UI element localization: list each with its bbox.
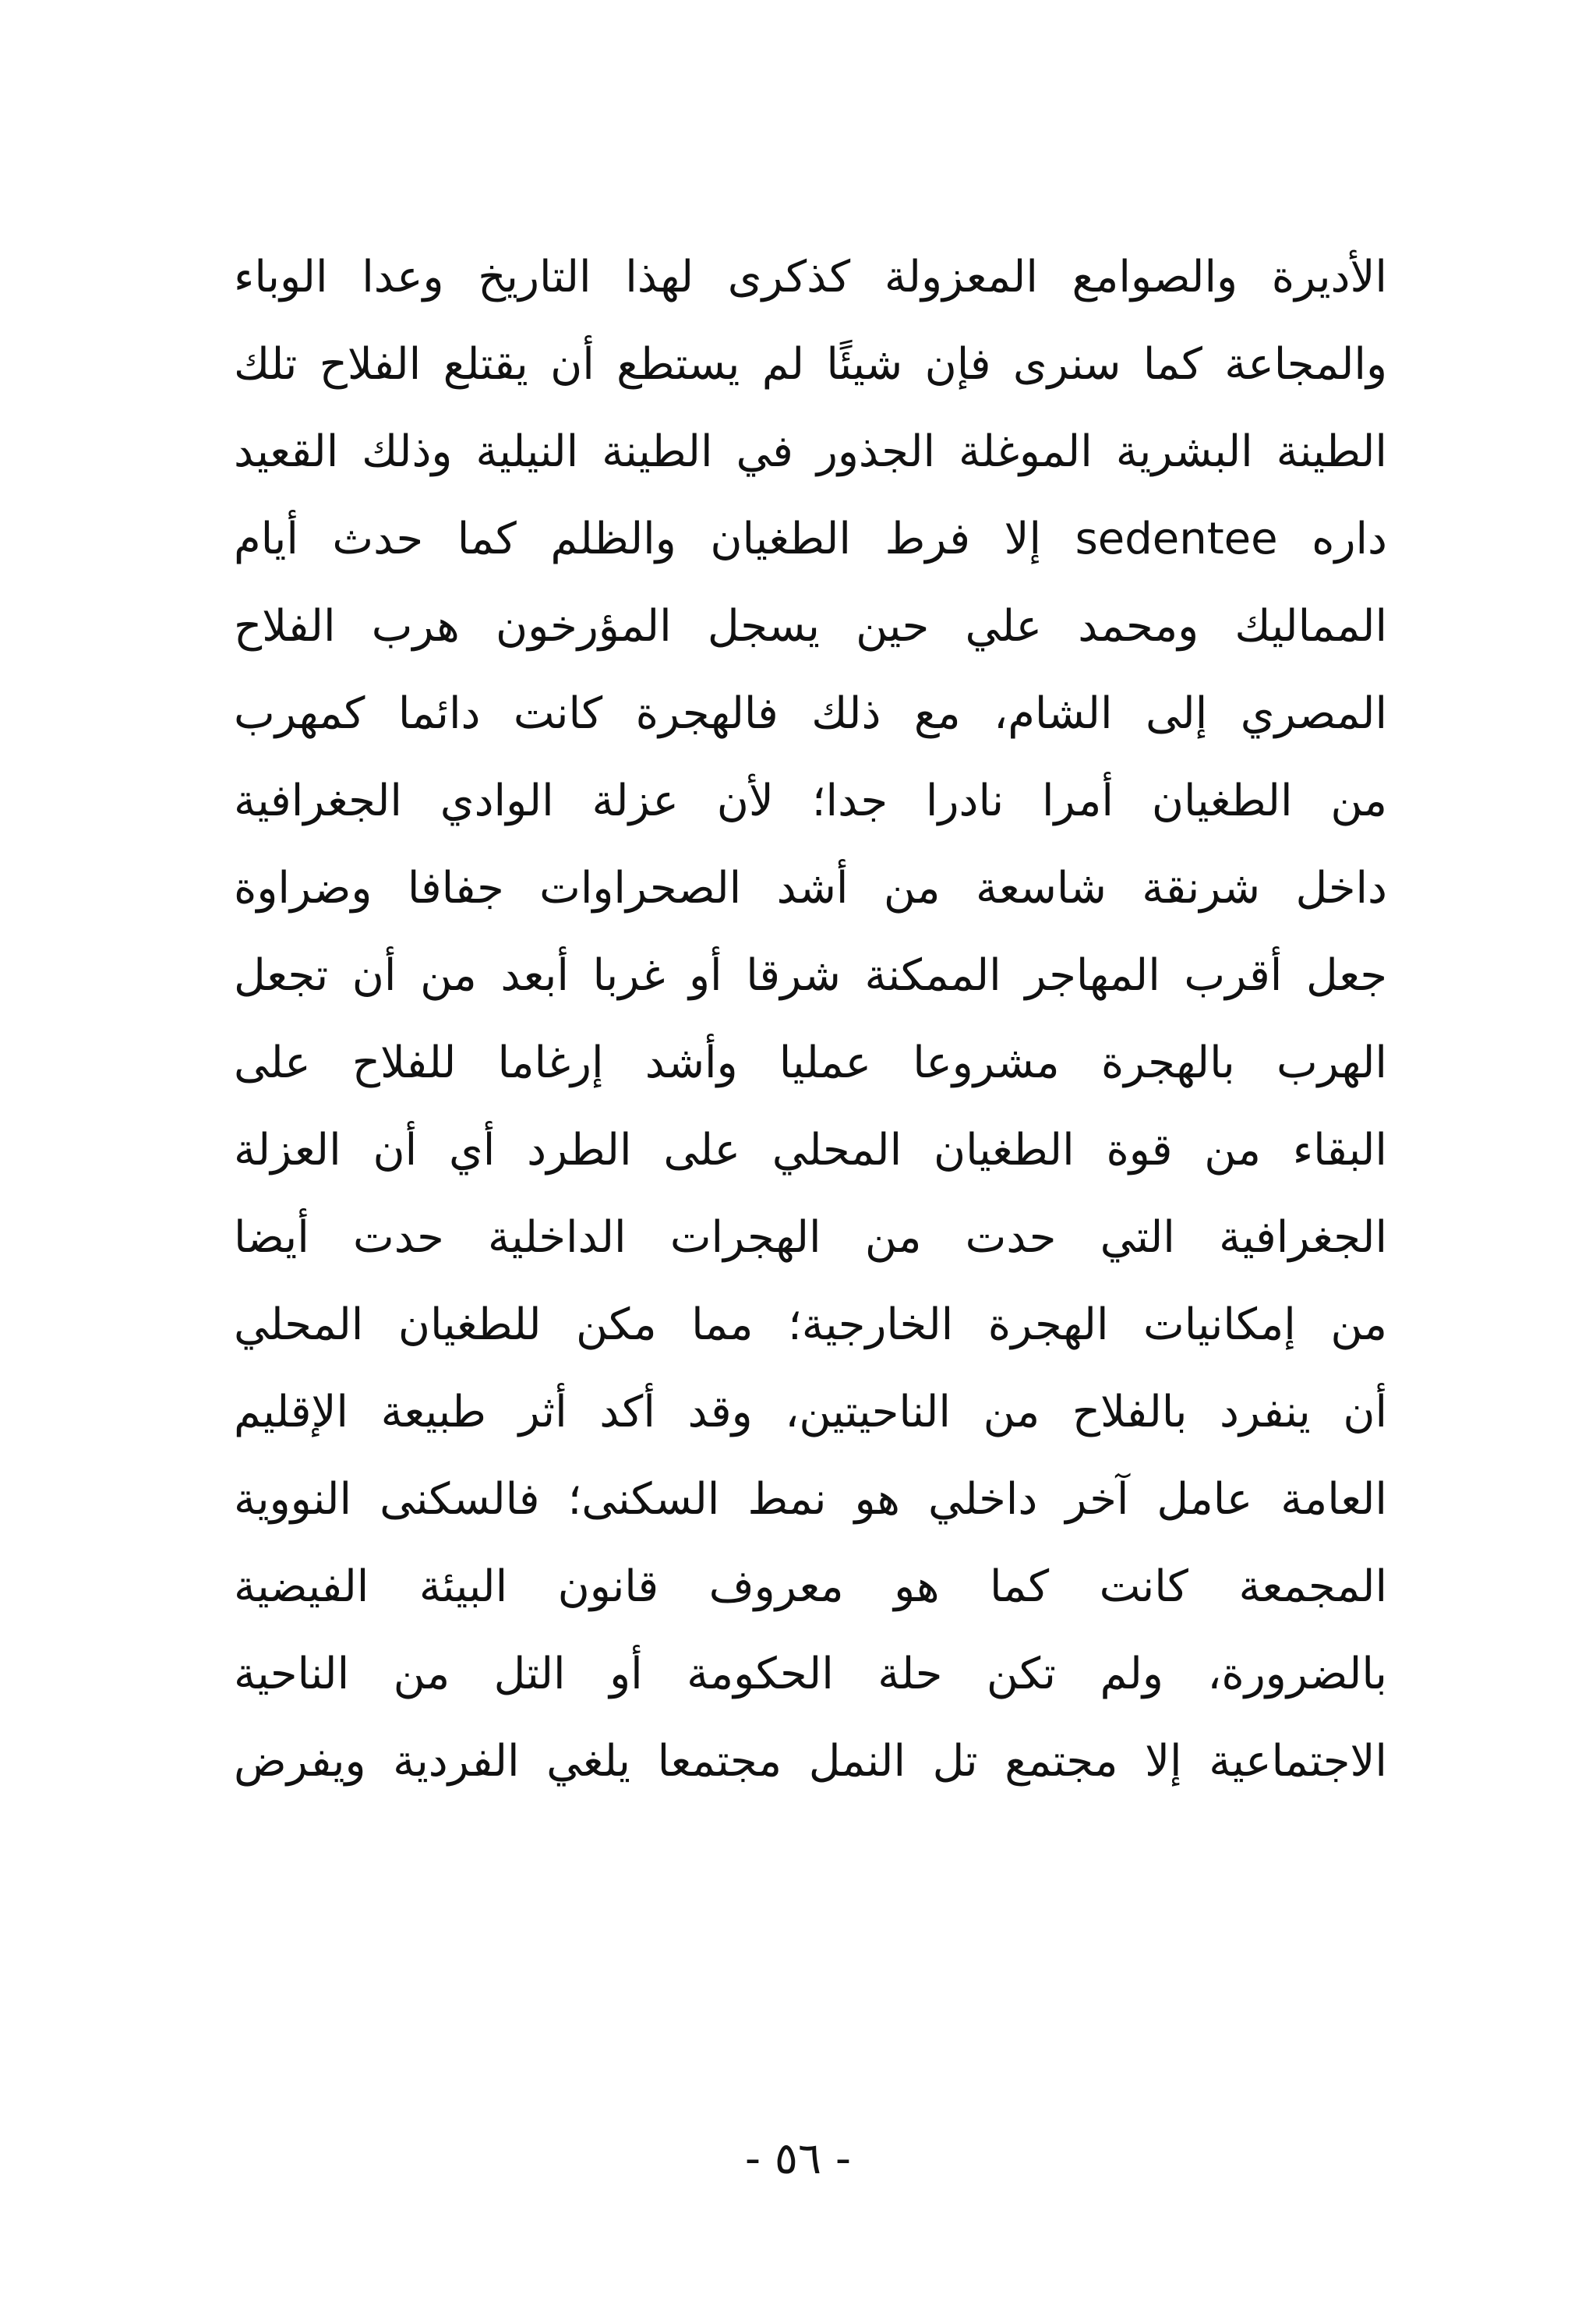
text-line: الطينة البشرية الموغلة الجذور في الطينة النيلية وذلك القعيد <box>234 426 1387 477</box>
text-line: داخل شرنقة شاسعة من أشد الصحراوات جفافا وضراوة <box>234 863 1387 914</box>
text-line: أن ينفرد بالفلاح من الناحيتين، وقد أكد أثر طبيعة الإقليم <box>234 1387 1387 1437</box>
text-line: الاجتماعية إلا مجتمع تل النمل مجتمعا يلغي الفردية ويفرض <box>234 1736 1387 1787</box>
text-line: الهرب بالهجرة مشروعا عمليا وأشد إرغاما للفلاح على <box>234 1038 1387 1088</box>
text-line: المصري إلى الشام، مع ذلك فالهجرة كانت دائما كمهرب <box>234 688 1387 739</box>
text-line: والمجاعة كما سنرى فإن شيئًا لم يستطع أن يقتلع الفلاح تلك <box>234 339 1387 390</box>
text-line: الجغرافية التي حدت من الهجرات الداخلية حدت أيضا <box>234 1212 1387 1263</box>
text-line: جعل أقرب المهاجر الممكنة شرقا أو غربا أبعد من أن تجعل <box>234 950 1387 1001</box>
text-line: الأديرة والصوامع المعزولة كذكرى لهذا التاريخ وعدا الوباء <box>234 252 1387 302</box>
text-line: داره sedentee إلا فرط الطغيان والظلم كما حدث أيام <box>234 514 1387 564</box>
text-line: بالضرورة، ولم تكن حلة الحكومة أو التل من الناحية <box>234 1649 1387 1699</box>
page-number: - ٥٦ - <box>744 2134 852 2184</box>
text-line: المماليك ومحمد علي حين يسجل المؤرخون هرب الفلاح <box>234 601 1387 652</box>
text-line: من إمكانيات الهجرة الخارجية؛ مما مكن للطغيان المحلي <box>234 1299 1387 1350</box>
text-line: المجمعة كانت كما هو معروف قانون البيئة الفيضية <box>234 1561 1387 1612</box>
body-text <box>234 234 1387 1805</box>
text-line: البقاء من قوة الطغيان المحلي على الطرد أي أن العزلة <box>234 1125 1387 1175</box>
text-line: العامة عامل آخر داخلي هو نمط السكنى؛ فالسكنى النووية <box>234 1474 1387 1525</box>
text-line: من الطغيان أمرا نادرا جدا؛ لأن عزلة الوادي الجغرافية <box>234 776 1387 826</box>
